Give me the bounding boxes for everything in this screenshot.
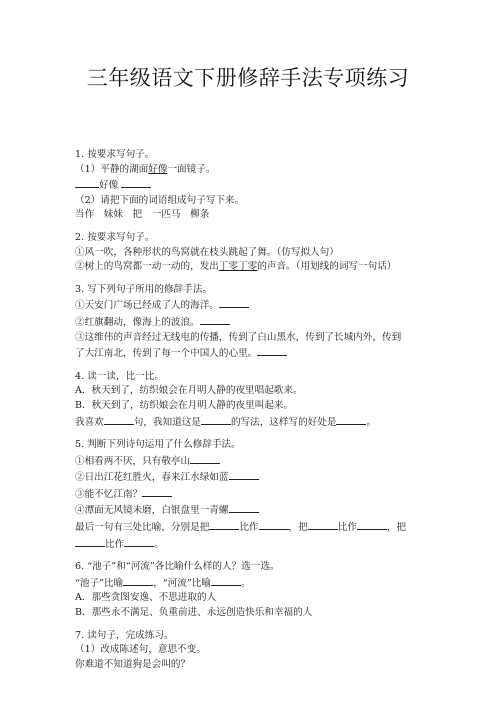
question-5 xyxy=(75,438,435,552)
underlined-word: 丁零丁零 xyxy=(218,261,258,273)
question-heading: 4. 读一读，比一比。 xyxy=(75,370,164,382)
text: 句，我知道这是 xyxy=(133,416,201,428)
question-heading: 3. 写下列句子所用的修辞手法。 xyxy=(75,283,212,295)
answer-blank[interactable] xyxy=(75,536,105,547)
question-line xyxy=(75,260,435,275)
option-a: A．秋天到了，纺织娘会在月明人静的夜里唱起歌来。 xyxy=(75,385,303,397)
question-heading: 6. “池子”和“河流”各比喻什么样的人？选一选。 xyxy=(75,561,280,573)
question-line xyxy=(75,414,435,431)
question-line xyxy=(75,502,435,519)
question-line xyxy=(75,345,435,362)
option-a: A．那些贪图安逸、不思进取的人 xyxy=(75,592,217,604)
page-title: 三年级语文下册修辞手法专项练习 xyxy=(86,66,410,90)
text: 的写法，这样写的好处是 xyxy=(230,416,337,428)
text: 比作 xyxy=(105,538,125,550)
text: ，把 xyxy=(386,522,407,534)
question-7 xyxy=(75,629,435,673)
text: （1）平静的湖面 xyxy=(75,163,149,175)
question-line: ③这维伟的声音经过无线电的传播，传到了白山黑水，传到了长城内外，传到 xyxy=(75,331,402,343)
question-line xyxy=(75,536,435,553)
text: 比作 xyxy=(239,522,259,534)
answer-blank[interactable] xyxy=(229,502,259,513)
question-line xyxy=(75,297,435,314)
exercise-body xyxy=(75,148,435,672)
answer-blank[interactable] xyxy=(259,519,289,530)
answer-blank[interactable] xyxy=(229,469,259,480)
question-line xyxy=(75,163,435,178)
question-1 xyxy=(75,148,435,223)
answer-blank[interactable] xyxy=(357,519,387,530)
answer-blank[interactable] xyxy=(142,486,172,497)
answer-blank[interactable] xyxy=(211,575,241,586)
answer-blank[interactable] xyxy=(201,414,231,425)
text: ④潭面无风镜未磨，白银盘里一青螺 xyxy=(75,505,229,517)
question-line xyxy=(75,453,435,470)
question-heading: 2. 按要求写句子。 xyxy=(75,231,155,243)
question-line xyxy=(75,469,435,486)
text: 最后一句有三处比喻，分别是把 xyxy=(75,522,210,534)
answer-blank[interactable] xyxy=(209,519,239,530)
question-line xyxy=(75,519,435,536)
answer-blank[interactable] xyxy=(190,453,220,464)
question-line xyxy=(75,575,435,592)
answer-blank[interactable] xyxy=(219,297,249,308)
question-line: （1）改成陈述句，意思不变。 xyxy=(75,644,206,656)
text: ①相看两不厌，只有敬亭山 xyxy=(75,455,191,467)
question-line: 你难道不知道狗是会叫的？ xyxy=(75,658,191,670)
option-b: B．那些永不满足、负重前进、永远创造快乐和幸福的人 xyxy=(75,607,313,619)
text: ，把 xyxy=(288,522,308,534)
text: ②红旗翻动，像海上的波浪。 xyxy=(75,316,200,328)
answer-blank[interactable] xyxy=(123,575,153,586)
text: ③能不忆江南？ xyxy=(75,488,143,500)
answer-blank[interactable] xyxy=(257,345,287,356)
text: 我喜欢 xyxy=(75,416,104,428)
question-heading: 1. 按要求写句子。 xyxy=(75,149,155,160)
text: 的声音。（用划线的词写一句话） xyxy=(257,261,397,273)
text: ，“河流”比喻 xyxy=(153,577,211,589)
answer-line xyxy=(75,177,435,194)
text: 。 xyxy=(154,538,164,550)
question-6 xyxy=(75,560,435,620)
text: 比作 xyxy=(337,522,357,534)
question-line: ①风一吹，各种形状的鸟窝就在枝头跳起了舞。（仿写拟人句） xyxy=(75,246,339,258)
word-list: 当作 妹妹 把 一匹马 柳条 xyxy=(75,209,210,221)
question-line: （2）请把下面的词语组成句子写下来。 xyxy=(75,194,245,206)
question-heading: 7. 读句子，完成练习。 xyxy=(75,629,174,641)
answer-blank[interactable] xyxy=(308,519,338,530)
question-2 xyxy=(75,231,435,275)
answer-blank[interactable] xyxy=(124,536,154,547)
answer-blank[interactable] xyxy=(104,414,134,425)
question-heading: 5. 判断下列诗句运用了什么修辞手法。 xyxy=(75,439,241,451)
text: 。 xyxy=(366,416,377,428)
text: 了大江南北，传到了每一个中国人的心里。 xyxy=(75,348,258,360)
option-b: B．秋天到了，纺织娘会在月明人静的夜里叫起来。 xyxy=(75,399,294,411)
text: ②树上的鸟窝都一动一动的，发出 xyxy=(75,261,219,273)
text: 。 xyxy=(240,577,251,589)
text: ①天安门广场已经成了人的海洋。 xyxy=(75,300,219,312)
question-line xyxy=(75,314,435,331)
answer-blank[interactable] xyxy=(75,177,99,188)
answer-blank[interactable] xyxy=(200,314,230,325)
text: ②日出江花红胜火，春来江水绿如蓝 xyxy=(75,472,229,484)
text: 一面镜子。 xyxy=(167,163,216,175)
text: “池子”比喻 xyxy=(75,577,124,589)
question-line xyxy=(75,486,435,503)
underlined-word: 好像 xyxy=(148,163,168,175)
question-4 xyxy=(75,370,435,430)
answer-blank[interactable] xyxy=(121,177,151,188)
text: 好像 xyxy=(99,180,119,192)
answer-blank[interactable] xyxy=(336,414,366,425)
question-3 xyxy=(75,283,435,362)
